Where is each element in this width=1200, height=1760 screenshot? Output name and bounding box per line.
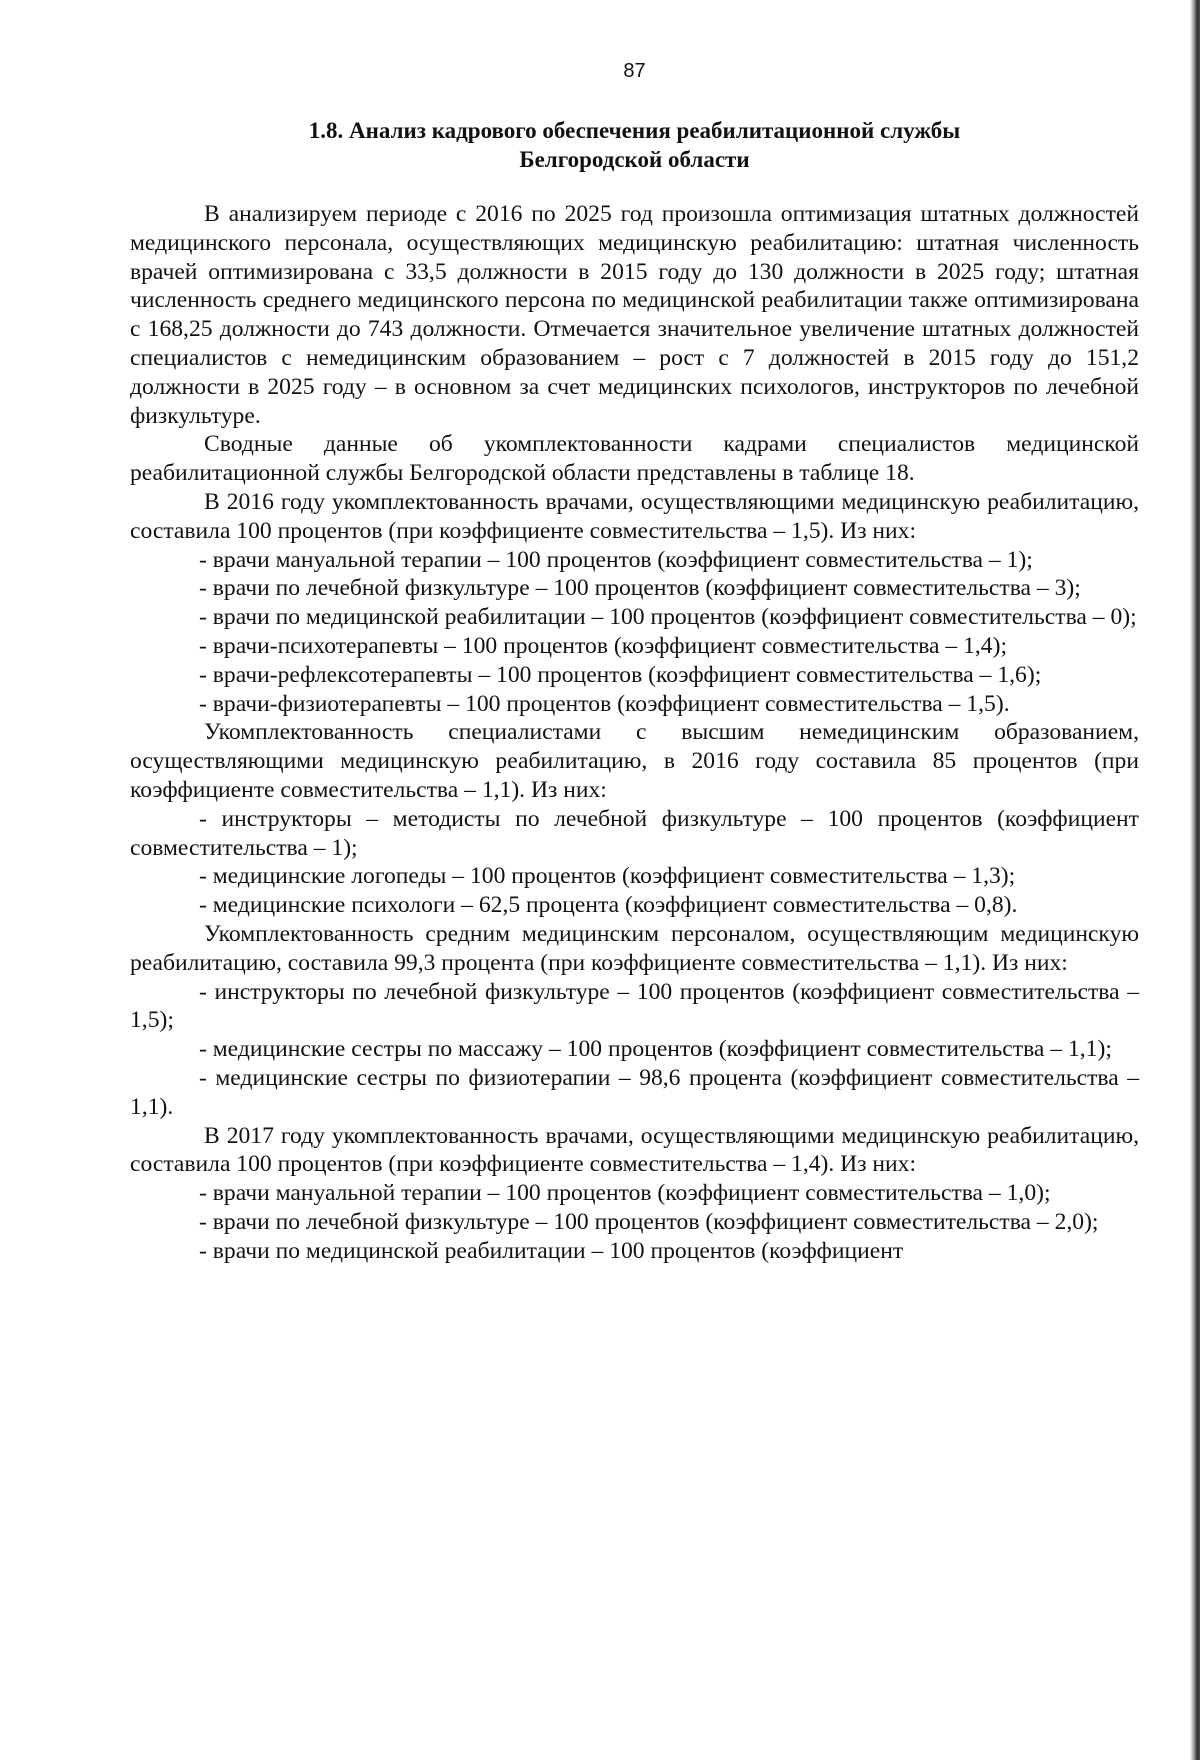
section-title-line-2: Белгородской области bbox=[519, 147, 750, 172]
list-item: - врачи по лечебной физкультуре – 100 процентов (коэффициент совместительства – 2,0); bbox=[199, 1208, 1099, 1235]
list-item: - медицинские сестры по физиотерапии – 98,6 процента (коэффициент совместительства – 1,1). bbox=[130, 1064, 1139, 1120]
list-item: - врачи мануальной терапии – 100 процентов (коэффициент совместительства – 1); bbox=[199, 546, 1033, 573]
list-item: - врачи-физиотерапевты – 100 процентов (коэффициент совместительства – 1,5). bbox=[199, 690, 1010, 717]
scan-edge-shadow bbox=[1190, 0, 1200, 1760]
list-item: - медицинские сестры по массажу – 100 процентов (коэффициент совместительства – 1,1); bbox=[199, 1036, 1112, 1063]
paragraph: В 2016 году укомплектованность врачами, осуществляющими медицинскую реабилитацию, составила 100 процентов (при коэффициенте совместительства – 1,5). Из них: bbox=[130, 488, 1139, 544]
list-item: - инструкторы по лечебной физкультуре – 100 процентов (коэффициент совместительства – 1,5); bbox=[130, 978, 1139, 1034]
section-title bbox=[130, 116, 1139, 174]
list-item: - врачи мануальной терапии – 100 процентов (коэффициент совместительства – 1,0); bbox=[199, 1180, 1051, 1207]
list-item: - врачи по медицинской реабилитации – 100 процентов (коэффициент bbox=[199, 1237, 904, 1264]
list-item: - медицинские психологи – 62,5 процента (коэффициент совместительства – 0,8). bbox=[199, 892, 1018, 919]
paragraph: Укомплектованность специалистами с высшим немедицинским образованием, осуществляющими медицинскую реабилитацию, в 2016 году составила 85 процентов (при коэффициенте совместительства – 1,1). Из них: bbox=[130, 719, 1139, 803]
section-title-line-1: 1.8. Анализ кадрового обеспечения реабилитационной службы bbox=[308, 118, 961, 143]
list-item: - врачи по лечебной физкультуре – 100 процентов (коэффициент совместительства – 3); bbox=[199, 575, 1081, 602]
document-page bbox=[130, 0, 1139, 1760]
paragraph: В 2017 году укомплектованность врачами, осуществляющими медицинскую реабилитацию, составила 100 процентов (при коэффициенте совместительства – 1,4). Из них: bbox=[130, 1122, 1139, 1178]
page-number: 87 bbox=[623, 60, 646, 82]
list-item: - врачи по медицинской реабилитации – 100 процентов (коэффициент совместительства – 0); bbox=[199, 604, 1137, 631]
list-item: - инструкторы – методисты по лечебной физкультуре – 100 процентов (коэффициент совместительства – 1); bbox=[130, 805, 1139, 861]
paragraph: Сводные данные об укомплектованности кадрами специалистов медицинской реабилитационной службы Белгородской области представлены в таблице 18. bbox=[130, 431, 1139, 487]
paragraph: В анализируем периоде с 2016 по 2025 год произошла оптимизация штатных должностей медицинского персонала, осуществляющих медицинскую реабилитацию: штатная численность врачей оптимизирована с 33,5 должности в 2015 году до 130 должности в 2025 году; штатная численность среднего медицинского персона по медицинской реабилитации также оптимизирована с 168,25 должности до 743 должности. Отмечается значительное увеличение штатных должностей специалистов с немедицинским образованием – рост с 7 должностей в 2015 году до 151,2 должности в 2025 году – в основном за счет медицинских психологов, инструкторов по лечебной физкультуре. bbox=[130, 201, 1139, 429]
list-item: - врачи-рефлексотерапевты – 100 процентов (коэффициент совместительства – 1,6); bbox=[199, 661, 1042, 688]
list-item: - медицинские логопеды – 100 процентов (коэффициент совместительства – 1,3); bbox=[199, 863, 1016, 890]
list-item: - врачи-психотерапевты – 100 процентов (коэффициент совместительства – 1,4); bbox=[199, 632, 1008, 659]
document-body bbox=[130, 200, 1139, 1265]
paragraph: Укомплектованность средним медицинским персоналом, осуществляющим медицинскую реабилитацию, составила 99,3 процента (при коэффициенте совместительства – 1,1). Из них: bbox=[130, 920, 1139, 976]
